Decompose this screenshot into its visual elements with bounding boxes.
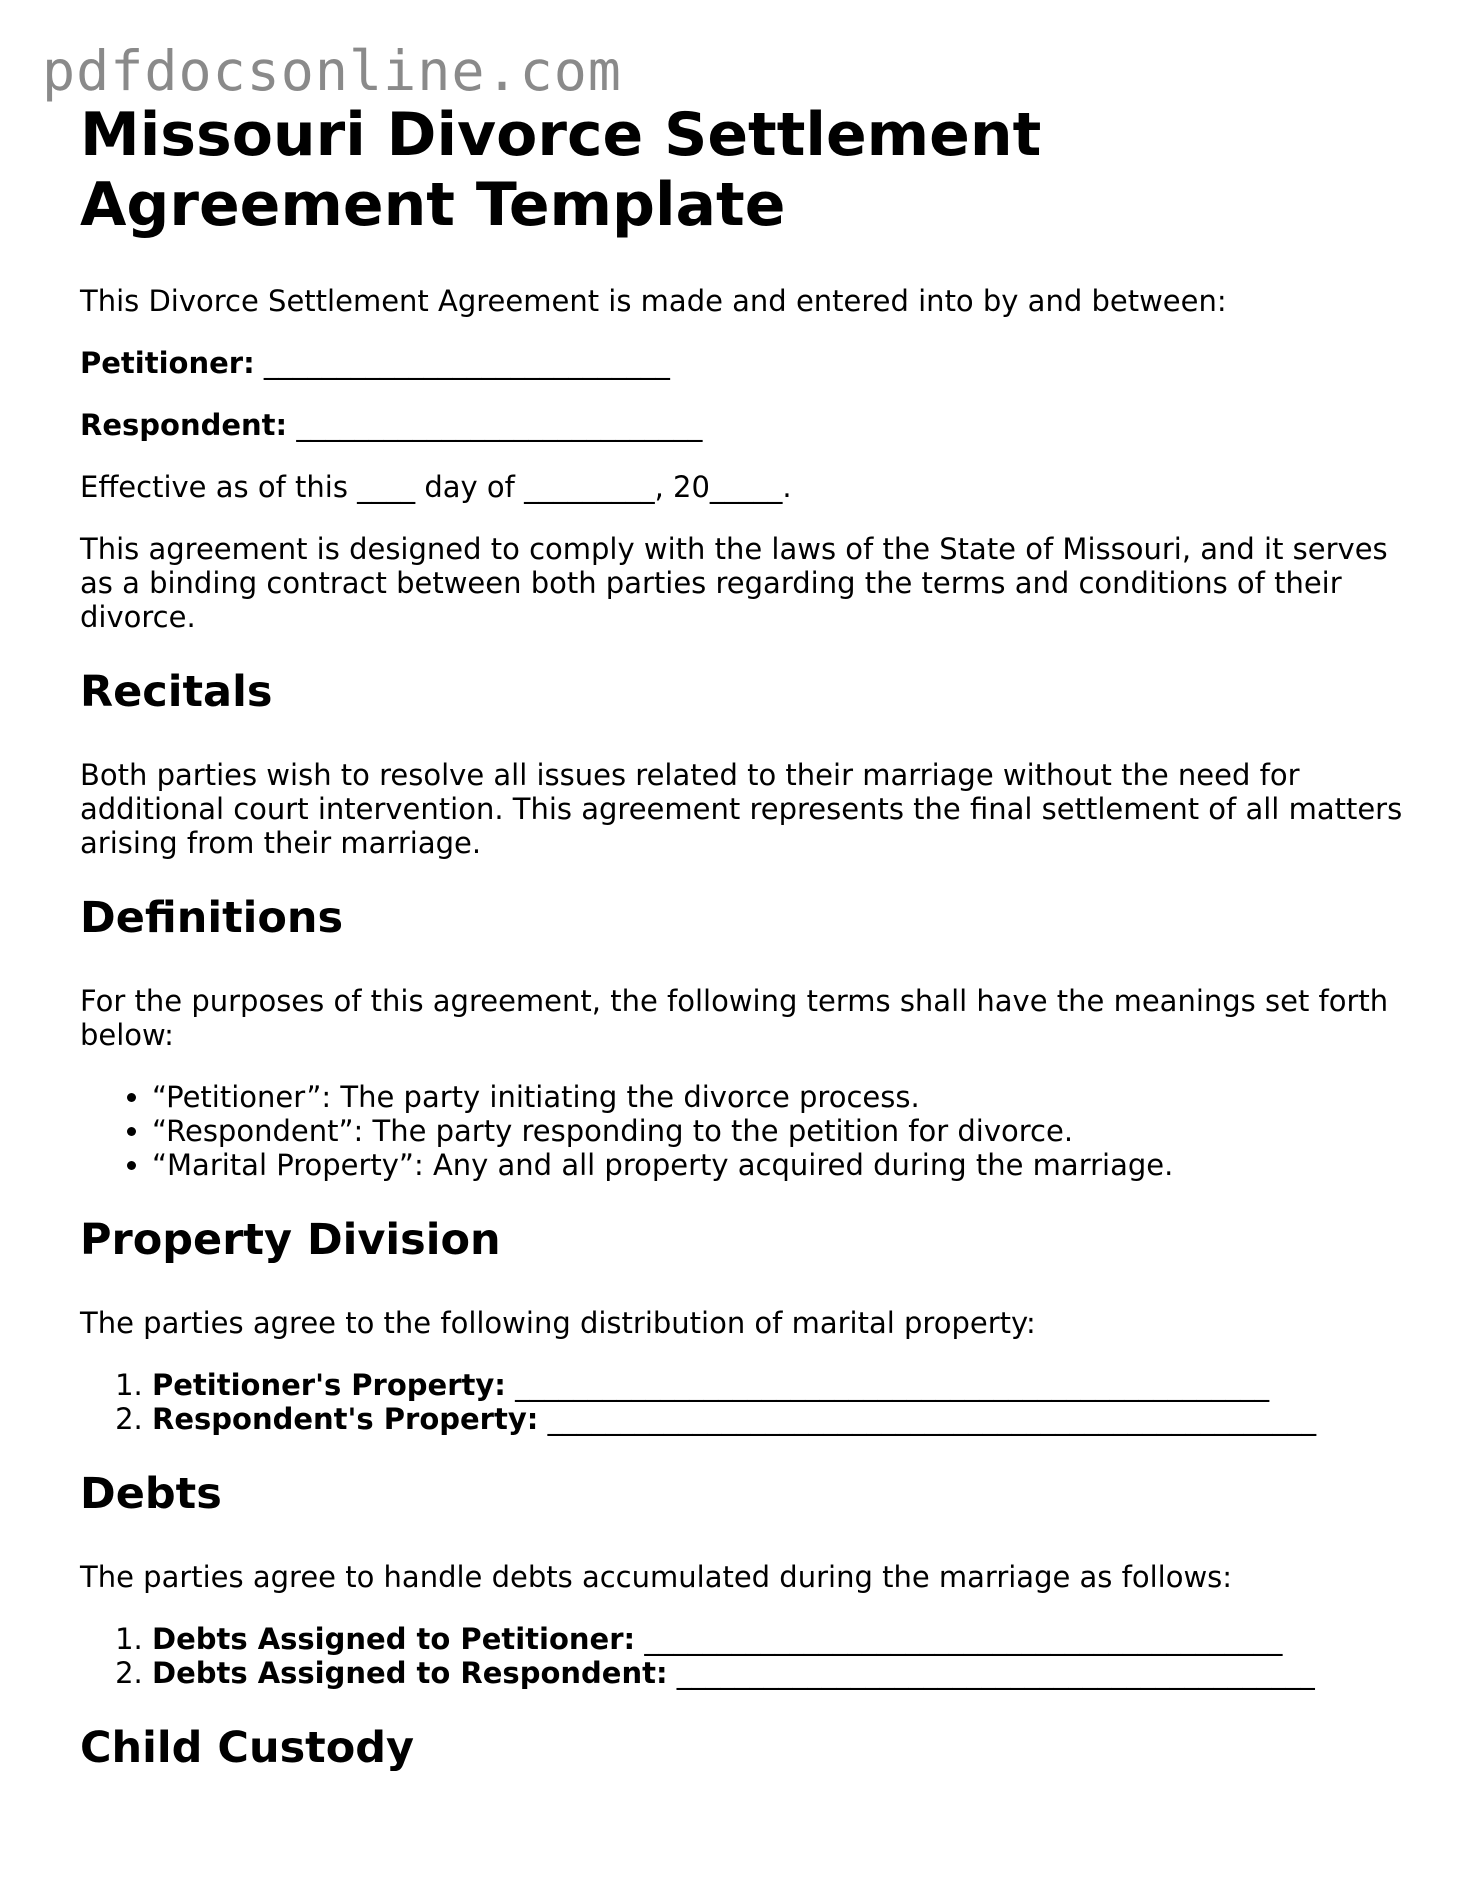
compliance-paragraph: This agreement is designed to comply with the laws of the State of Missouri, and it serves as a binding contract between both parties regarding the terms and conditions of their divorce. (80, 532, 1388, 634)
petitioner-property-blank[interactable]: ____________________________________________________ (515, 1368, 1270, 1402)
list-item: • “Respondent”: The party responding to the petition for divorce. (152, 1114, 1410, 1148)
property-division-heading: Property Division (80, 1215, 501, 1265)
list-item: • “Marital Property”: Any and all property acquired during the marriage. (152, 1148, 1410, 1182)
respondent-property-label: Respondent's Property: (152, 1402, 539, 1436)
respondent-property-blank[interactable]: _____________________________________________________ (547, 1402, 1317, 1436)
property-division-paragraph: The parties agree to the following distribution of marital property: (80, 1306, 1036, 1340)
debts-heading: Debts (80, 1469, 222, 1519)
respondent-debts-label: Debts Assigned to Respondent: (152, 1656, 668, 1690)
petitioner-field (80, 346, 1410, 380)
definitions-heading: Definitions (80, 893, 344, 943)
list-item: • “Petitioner”: The party initiating the divorce process. (152, 1080, 1410, 1114)
petitioner-blank[interactable]: ____________________________ (263, 346, 670, 380)
document-title: Missouri Divorce Settlement Agreement Template (80, 100, 1042, 240)
debts-list (80, 1622, 1410, 1690)
respondent-blank[interactable]: ____________________________ (296, 408, 703, 442)
recitals-heading: Recitals (80, 667, 273, 717)
petitioner-debts-label: Debts Assigned to Petitioner: (152, 1622, 636, 1656)
respondent-field (80, 408, 1410, 442)
list-item (152, 1622, 1410, 1656)
respondent-debts-blank[interactable]: ____________________________________________ (676, 1656, 1315, 1690)
child-custody-heading: Child Custody (80, 1723, 415, 1773)
debts-paragraph: The parties agree to handle debts accumulated during the marriage as follows: (80, 1560, 1233, 1594)
petitioner-label: Petitioner: (80, 346, 255, 380)
definitions-paragraph: For the purposes of this agreement, the following terms shall have the meanings set forth below: (80, 984, 1389, 1052)
petitioner-debts-blank[interactable]: ____________________________________________ (644, 1622, 1283, 1656)
list-item (152, 1368, 1410, 1402)
effective-date-line: Effective as of this ____ day of _________, 20_____. (80, 470, 792, 504)
document-page (80, 100, 1410, 1774)
intro-paragraph: This Divorce Settlement Agreement is made and entered into by and between: (80, 284, 1227, 318)
list-item (152, 1402, 1410, 1436)
recitals-paragraph: Both parties wish to resolve all issues related to their marriage without the need for additional court intervention. This agreement represents the final settlement of all matters arising from their marriage. (80, 758, 1403, 860)
watermark: pdfdocsonline.com (42, 39, 622, 103)
petitioner-property-label: Petitioner's Property: (152, 1368, 506, 1402)
definitions-list (80, 1080, 1410, 1182)
property-list (80, 1368, 1410, 1436)
respondent-label: Respondent: (80, 408, 288, 442)
list-item (152, 1656, 1410, 1690)
